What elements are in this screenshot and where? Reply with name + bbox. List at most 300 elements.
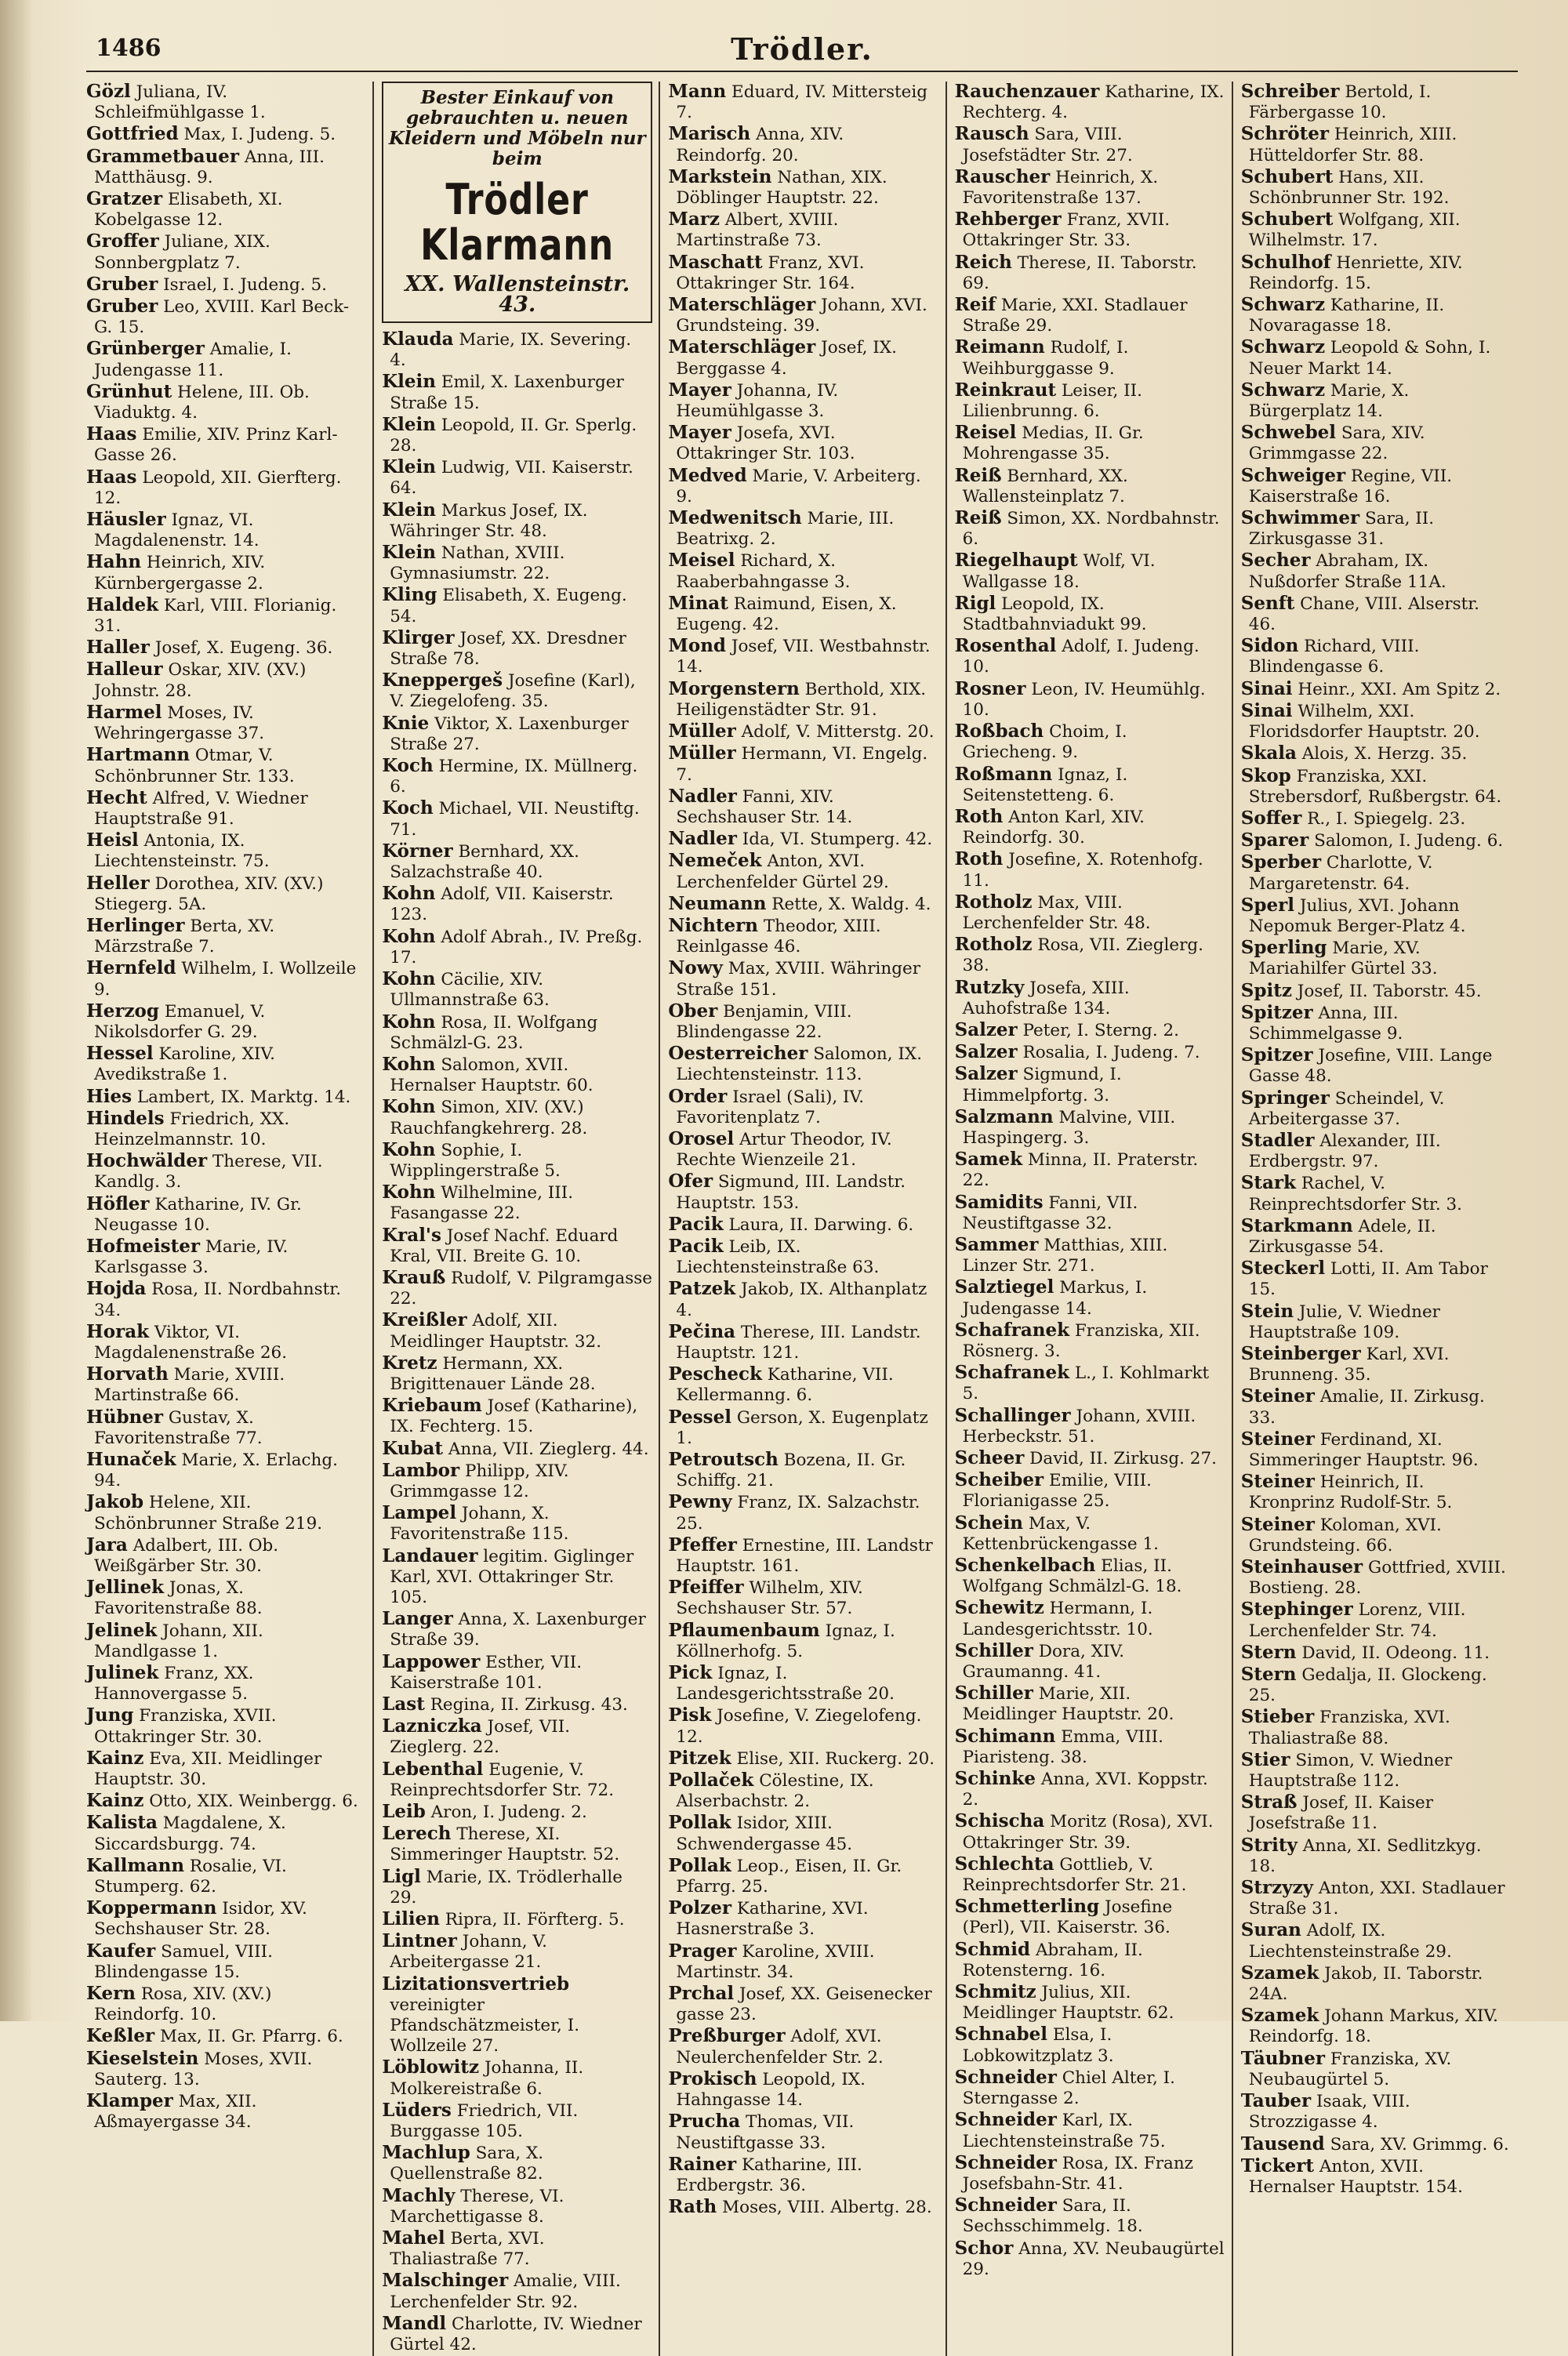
entry-name: Hindels: [86, 1107, 165, 1129]
directory-entry: [955, 1897, 1225, 1938]
entry-name: Marz: [668, 209, 720, 231]
directory-entry: [955, 1811, 1225, 1853]
entry-name: Knie: [382, 712, 430, 734]
entry-name: Schulhof: [1240, 251, 1331, 273]
entry-name: Jara: [86, 1534, 128, 1556]
entry-details: Cölestine, IX. Alserbachstr. 2.: [676, 1771, 874, 1812]
entry-details: Benjamin, VIII. Blindengasse 22.: [676, 1001, 852, 1042]
entry-name: Medwenitsch: [668, 507, 802, 529]
entry-name: Schafranek: [954, 1362, 1070, 1384]
entry-name: Jelinek: [86, 1619, 158, 1641]
entry-name: Heisl: [86, 830, 139, 851]
entry-name: Prchal: [668, 1983, 735, 2005]
directory-entry: [1241, 252, 1512, 294]
entry-name: Salztiegel: [954, 1276, 1054, 1298]
directory-entry: [86, 1407, 366, 1449]
directory-entry: [382, 670, 652, 712]
entry-details: Franz, XX. Hannovergasse 5.: [94, 1664, 254, 1704]
directory-entry: [668, 786, 938, 828]
directory-entry: [86, 339, 366, 380]
entry-details: Anna, X. Laxenburger Straße 39.: [390, 1610, 646, 1650]
directory-entry: [955, 550, 1225, 592]
entry-name: Steckerl: [1240, 1258, 1326, 1280]
entry-details: Anna, XV. Neubaugürtel 29.: [962, 2238, 1225, 2279]
entry-details: Gottfried, XVIII. Bostieng. 28.: [1248, 1558, 1506, 1599]
entry-details: Katharine, XVI. Hasnerstraße 3.: [676, 1899, 869, 1940]
entry-details: Cäcilie, XIV. Ullmannstraße 63.: [390, 970, 550, 1011]
entry-name: Spitz: [1240, 979, 1292, 1001]
entry-name: Schiller: [954, 1683, 1033, 1704]
entry-details: Max, XII. Aßmayergasse 34.: [94, 2092, 257, 2133]
entry-details: Leopold, II. Gr. Sperlg. 28.: [390, 415, 637, 456]
ad-address: XX. Wallensteinstr. 43.: [405, 272, 630, 317]
directory-entry: [955, 1149, 1225, 1191]
entry-details: Franziska, XVII. Ottakringer Str. 30.: [94, 1706, 277, 1747]
directory-entry: [668, 1941, 938, 1983]
directory-entry: [955, 807, 1225, 848]
entry-details: Katharine, IX. Rechterg. 4.: [962, 82, 1225, 123]
directory-entry: [1241, 636, 1512, 677]
entry-details: Katharine, III. Erdbergstr. 36.: [676, 2155, 862, 2195]
entry-details: Ida, VI. Stumperg. 42.: [742, 830, 933, 850]
entry-details: Sara, XIV. Grimmgasse 22.: [1248, 423, 1425, 464]
entry-name: Pisk: [668, 1704, 712, 1726]
directory-entry: [382, 1140, 652, 1182]
entry-details: Ferdinand, XI. Simmeringer Hauptstr. 96.: [1248, 1429, 1479, 1470]
entry-name: Stein: [1240, 1300, 1294, 1322]
entry-name: Skop: [1240, 764, 1291, 786]
entry-details: Marie, IX. Trödlerhalle 29.: [390, 1867, 622, 1908]
entry-name: Mahel: [382, 2227, 445, 2249]
directory-entry: [955, 935, 1225, 976]
entry-name: Roßmann: [954, 763, 1053, 785]
directory-entry: [86, 1044, 366, 1085]
entry-details: Hans, XII. Schönbrunner Str. 192.: [1248, 167, 1450, 209]
entry-details: Wilhelm, XIV. Sechshauser Str. 57.: [676, 1578, 863, 1619]
entry-name: Hojda: [86, 1278, 147, 1300]
directory-entry: [382, 969, 652, 1011]
directory-entry: [382, 1396, 652, 1437]
entry-name: Schmetterling: [954, 1896, 1100, 1918]
entry-name: Lazniczka: [382, 1715, 482, 1737]
directory-entry: [86, 1450, 366, 1491]
entry-name: Strity: [1240, 1834, 1298, 1856]
entry-name: Reiß: [954, 507, 1002, 529]
entry-details: Karoline, XVIII. Martinstr. 34.: [676, 1941, 875, 1982]
entry-name: Lilien: [382, 1908, 440, 1930]
entry-name: Mayer: [668, 379, 731, 401]
entry-details: Rette, X. Waldg. 4.: [771, 894, 931, 914]
entry-details: Max, I. Judeng. 5.: [183, 125, 336, 145]
entry-name: Prucha: [668, 2111, 741, 2133]
entry-name: Steiner: [1240, 1471, 1315, 1493]
entry-details: Simon, XX. Nordbahnstr. 6.: [962, 509, 1220, 550]
directory-entry: [382, 1461, 652, 1502]
entry-details: Israel, I. Judeng. 5.: [163, 274, 327, 295]
entry-details: Sara, VIII. Josefstädter Str. 27.: [962, 125, 1133, 165]
directory-entry: [382, 1225, 652, 1267]
klarmann-advertisement: [382, 82, 652, 323]
entry-details: Emanuel, V. Nikolsdorfer G. 29.: [94, 1001, 266, 1042]
directory-entry: [1241, 2156, 1512, 2198]
directory-entry: [955, 1363, 1225, 1404]
entry-details: Ripra, II. Förfterg. 5.: [445, 1910, 625, 1930]
entry-name: Grünberger: [86, 338, 205, 360]
entry-name: Hochwälder: [86, 1150, 208, 1172]
entry-details: Rudolf, V. Pilgramgasse 22.: [390, 1268, 653, 1309]
entry-name: Müller: [668, 721, 736, 742]
entry-details: Dora, XIV. Graumanng. 41.: [962, 1641, 1125, 1683]
entry-name: Rehberger: [954, 209, 1062, 231]
entry-name: Pollak: [668, 1812, 731, 1834]
entry-details: Julius, XII. Meidlinger Hauptstr. 62.: [962, 1983, 1174, 2024]
entry-name: Müller: [668, 742, 736, 764]
entry-name: Steinberger: [1240, 1342, 1361, 1364]
entry-details: Sophie, I. Wipplingerstraße 5.: [390, 1140, 561, 1181]
entry-name: Petroutsch: [668, 1449, 779, 1470]
entry-details: Choim, I. Griecheng. 9.: [962, 722, 1127, 763]
entry-details: Therese, II. Taborstr. 69.: [962, 252, 1197, 293]
entry-name: Kohn: [382, 1138, 436, 1160]
entry-details: Philipp, XIV. Grimmgasse 12.: [390, 1461, 569, 1501]
entry-details: Max, VIII. Lerchenfelder Str. 48.: [962, 892, 1151, 933]
entry-name: Haldek: [86, 594, 159, 615]
entry-name: Nowy: [668, 957, 723, 979]
entry-details: Ignaz, I. Köllnerhofg. 5.: [676, 1621, 895, 1661]
entry-details: Moritz (Rosa), XVI. Ottakringer Str. 39.: [962, 1812, 1214, 1853]
entry-details: Oskar, XIV. (XV.) Johnstr. 28.: [94, 660, 307, 701]
directory-entry: [668, 1001, 938, 1043]
directory-entry: [1241, 1750, 1512, 1792]
entry-details: Fanni, XIV. Sechshauser Str. 14.: [676, 786, 853, 827]
directory-entry: [382, 457, 652, 499]
directory-entry: [86, 1577, 366, 1619]
entry-details: Marie, IV. Karlsgasse 3.: [94, 1236, 289, 1278]
entry-details: Peter, I. Sterng. 2.: [1022, 1020, 1179, 1040]
entry-name: Reiß: [954, 464, 1002, 486]
directory-entry: [668, 1322, 938, 1363]
entry-details: Wilhelm, XXI. Floridsdorfer Hauptstr. 20.: [1248, 701, 1480, 742]
entry-name: Stadler: [1240, 1129, 1315, 1151]
entry-name: Halleur: [86, 659, 163, 681]
directory-entry: [1241, 1258, 1512, 1300]
entry-name: Schischa: [954, 1810, 1045, 1832]
entry-name: Skala: [1240, 742, 1297, 764]
entry-details: Charlotte, V. Margaretenstr. 64.: [1248, 853, 1433, 894]
directory-entry: [668, 1577, 938, 1619]
directory-entry: [382, 2271, 652, 2312]
entry-details: Chiel Alter, I. Sterngasse 2.: [962, 2067, 1175, 2109]
ad-shop-name: Trödler Klarmann: [420, 175, 615, 270]
directory-entry: [668, 2026, 938, 2067]
entry-details: Eduard, IV. Mittersteig 7.: [676, 82, 928, 123]
directory-entry: [668, 1813, 938, 1854]
entry-details: Leon, IV. Heumühlg. 10.: [962, 679, 1206, 720]
entry-name: Hies: [86, 1085, 132, 1107]
directory-entry: [1241, 1599, 1512, 1641]
entry-name: Rosenthal: [954, 635, 1057, 657]
entry-name: Schmitz: [954, 1981, 1036, 2003]
entry-name: Stieber: [1240, 1706, 1315, 1728]
entry-name: Reinkraut: [954, 379, 1057, 401]
directory-entry: [382, 1268, 652, 1309]
entry-details: Antonia, IX. Liechtensteinstr. 75.: [94, 831, 270, 872]
entry-name: Groffer: [86, 231, 159, 252]
entry-name: Ofer: [668, 1171, 713, 1193]
entry-name: Schmid: [954, 1938, 1031, 1960]
entry-details: Moses, VIII. Albertg. 28.: [722, 2198, 932, 2218]
directory-entry: [955, 679, 1225, 721]
entry-name: Pick: [668, 1662, 713, 1684]
entry-name: Klein: [382, 542, 437, 564]
directory-entry: [955, 1641, 1225, 1683]
entry-name: Hernfeld: [86, 957, 176, 979]
directory-entry: [1241, 981, 1512, 1002]
entry-details: Adolf, XVI. Neulerchenfelder Str. 2.: [676, 2027, 884, 2067]
directory-entry: [955, 1726, 1225, 1768]
directory-entry: [86, 124, 366, 145]
entry-details: Ignaz, VI. Magdalenenstr. 14.: [94, 510, 260, 551]
entry-details: Sigmund, I. Himmelpfortg. 3.: [962, 1065, 1122, 1105]
entry-name: Klein: [382, 413, 437, 435]
directory-entry: [955, 1107, 1225, 1149]
entry-details: Johanna, IV. Heumühlgasse 3.: [676, 380, 839, 422]
directory-entry: [1241, 2091, 1512, 2133]
directory-entry: [1241, 679, 1512, 700]
entry-details: Rosa, II. Nordbahnstr. 34.: [94, 1280, 342, 1320]
directory-entry: [955, 82, 1225, 123]
entry-name: Suran: [1240, 1919, 1301, 1941]
entry-name: Salzer: [954, 1041, 1018, 1063]
entry-details: Abraham, IX. Nußdorfer Straße 11A.: [1248, 551, 1446, 592]
entry-details: Marie, X. Bürgerplatz 14.: [1248, 380, 1410, 422]
directory-entry: [668, 423, 938, 464]
entry-name: Maschatt: [668, 251, 763, 273]
entry-name: Marisch: [668, 123, 751, 145]
directory-entry: [1241, 295, 1512, 336]
entry-name: Schröter: [1240, 123, 1329, 145]
entry-name: Lampel: [382, 1502, 457, 1524]
entry-name: Kling: [382, 584, 437, 606]
directory-entry: [86, 274, 366, 296]
directory-columns: [86, 81, 1518, 2355]
directory-entry: [1241, 1792, 1512, 1834]
directory-entry: [668, 380, 938, 422]
entry-details: Israel (Sali), IV. Favoritenplatz 7.: [676, 1087, 865, 1127]
entry-details: Raimund, Eisen, X. Eugeng. 42.: [676, 594, 897, 635]
entry-details: Amalie, I. Judengasse 11.: [94, 339, 292, 380]
entry-name: Tauber: [1240, 2090, 1312, 2112]
entry-details: Therese, III. Landstr. Hauptstr. 121.: [676, 1322, 921, 1363]
entry-details: Heinrich, XIII. Hütteldorfer Str. 88.: [1248, 125, 1457, 165]
entry-name: Hessel: [86, 1043, 154, 1065]
entry-name: Kubat: [382, 1437, 444, 1459]
entry-name: Hecht: [86, 786, 147, 808]
entry-details: Rachel, V. Reinprechtsdorfer Str. 3.: [1248, 1174, 1463, 1214]
entry-name: Meisel: [668, 550, 735, 572]
entry-details: Berthold, XIX. Heiligenstädter Str. 91.: [676, 679, 927, 720]
entry-name: Schubert: [1240, 165, 1334, 187]
entry-details: Julie, V. Wiedner Hauptstraße 109.: [1248, 1301, 1440, 1342]
directory-entry: [955, 1769, 1225, 1810]
directory-entry: [382, 1503, 652, 1545]
entry-details: Adele, II. Zirkusgasse 54.: [1248, 1216, 1436, 1257]
entry-details: Bertold, I. Färbergasse 10.: [1248, 82, 1432, 123]
entry-details: Wilhelm, I. Wollzeile 9.: [94, 959, 357, 1000]
entry-name: Täubner: [1240, 2047, 1326, 2069]
entry-name: Rotholz: [954, 934, 1033, 956]
entry-name: Tausend: [1240, 2133, 1325, 2155]
entry-name: Haller: [86, 637, 150, 659]
entry-name: Sperl: [1240, 894, 1294, 916]
entry-details: Lotti, II. Am Tabor 15.: [1248, 1259, 1488, 1300]
column-1: [86, 82, 372, 2356]
directory-entry: [1241, 466, 1512, 507]
entry-name: Malschinger: [382, 2270, 509, 2292]
entry-details: Jakob, II. Taborstr. 24A.: [1248, 1963, 1483, 2005]
directory-entry: [86, 467, 366, 509]
directory-entry: [955, 209, 1225, 251]
directory-entry: [668, 1705, 938, 1747]
directory-entry: [668, 916, 938, 957]
directory-entry: [382, 1824, 652, 1865]
entry-name: Landauer: [382, 1545, 478, 1566]
directory-entry: [955, 380, 1225, 422]
entry-details: Amalie, VIII. Lerchenfelder Str. 92.: [390, 2271, 621, 2312]
entry-details: Hermann, VI. Engelg. 7.: [676, 744, 928, 785]
entry-name: Herzog: [86, 1000, 159, 1022]
entry-details: Emma, VIII. Piaristeng. 38.: [962, 1726, 1163, 1767]
entry-name: Nadler: [668, 785, 737, 807]
entry-details: Minna, II. Praterstr. 22.: [962, 1150, 1199, 1191]
directory-entry: [86, 1322, 366, 1363]
directory-entry: [955, 1940, 1225, 1981]
entry-name: Patzek: [668, 1278, 736, 1300]
entry-name: Sparer: [1240, 830, 1309, 851]
entry-details: Juliane, XIX. Sonnbergplatz 7.: [94, 232, 270, 273]
entry-name: Schneider: [954, 2194, 1057, 2216]
entry-name: Rigl: [954, 592, 996, 614]
entry-details: Dorothea, XIV. (XV.) Stiegerg. 5A.: [94, 873, 324, 914]
directory-entry: [86, 2026, 366, 2047]
directory-entry: [668, 1450, 938, 1491]
entry-name: Stier: [1240, 1748, 1290, 1770]
entry-details: Marie, V. Arbeiterg. 9.: [676, 466, 921, 506]
directory-entry: [382, 1909, 652, 1930]
entry-name: Hartmann: [86, 744, 191, 766]
entry-name: Rainer: [668, 2153, 737, 2175]
entry-details: Marie, XVIII. Martinstraße 66.: [94, 1365, 285, 1406]
directory-entry: [668, 82, 938, 123]
directory-entry: [86, 702, 366, 744]
directory-entry: [955, 2238, 1225, 2280]
entry-details: Leib, IX. Liechtensteinstraße 63.: [676, 1236, 880, 1278]
directory-entry: [955, 167, 1225, 209]
entry-name: Orosel: [668, 1127, 735, 1149]
entry-details: Koloman, XVI. Grundsteing. 66.: [1248, 1515, 1442, 1556]
entry-details: Matthias, XIII. Linzer Str. 271.: [962, 1235, 1168, 1276]
entry-name: Senft: [1240, 592, 1295, 614]
entry-name: Prager: [668, 1940, 737, 1962]
column-5: [1232, 82, 1518, 2356]
entry-name: Sinai: [1240, 699, 1293, 721]
entry-name: Reich: [954, 251, 1012, 273]
entry-details: Salomon, IX. Liechtensteinstr. 113.: [676, 1044, 923, 1085]
entry-details: Medias, II. Gr. Mohrengasse 35.: [962, 423, 1144, 464]
directory-entry: [86, 745, 366, 786]
entry-name: Kohn: [382, 883, 436, 905]
entry-details: Marie, XV. Mariahilfer Gürtel 33.: [1248, 938, 1438, 979]
entry-details: Emil, X. Laxenburger Straße 15.: [390, 372, 624, 413]
entry-name: Kneppergeš: [382, 670, 503, 692]
entry-name: Rotholz: [954, 891, 1033, 913]
directory-entry: [668, 1087, 938, 1128]
entry-name: Schnabel: [954, 2024, 1048, 2046]
entry-name: Kohn: [382, 1096, 436, 1118]
entry-name: Koch: [382, 797, 434, 819]
directory-entry: [668, 594, 938, 635]
entry-details: Anna, VII. Zieglerg. 44.: [448, 1439, 649, 1459]
entry-details: Esther, VII. Kaiserstraße 101.: [390, 1652, 583, 1693]
entry-name: Schafranek: [954, 1319, 1070, 1341]
entry-details: R., I. Spiegelg. 23.: [1307, 808, 1466, 829]
entry-name: Sammer: [954, 1233, 1039, 1255]
entry-details: Lambert, IX. Marktg. 14.: [136, 1087, 351, 1107]
entry-details: Rosa, II. Wolfgang Schmälzl-G. 23.: [390, 1012, 598, 1053]
entry-details: Elise, XII. Ruckerg. 20.: [736, 1748, 935, 1769]
entry-name: Pewny: [668, 1491, 732, 1513]
entry-details: Johann, XVI. Grundsteing. 39.: [676, 296, 927, 336]
entry-name: Hofmeister: [86, 1235, 200, 1257]
entry-details: Abraham, II. Rotensterng. 16.: [962, 1940, 1143, 1980]
entry-name: Schweiger: [1240, 464, 1346, 486]
entry-details: Henriette, XIV. Reindorfg. 15.: [1248, 252, 1463, 293]
entry-details: Emilie, XIV. Prinz Karl-Gasse 26.: [94, 425, 338, 466]
entry-name: Klirger: [382, 626, 455, 648]
entry-details: Max, V. Kettenbrückengasse 1.: [962, 1513, 1159, 1554]
directory-entry: [1241, 2006, 1512, 2047]
directory-entry: [1241, 1664, 1512, 1706]
entry-details: Aron, I. Judeng. 2.: [430, 1802, 587, 1823]
directory-entry: [955, 892, 1225, 934]
entry-details: Marie, III. Beatrixg. 2.: [676, 509, 895, 550]
entry-details: Theodor, XIII. Reinlgasse 46.: [676, 916, 881, 957]
directory-entry: [955, 978, 1225, 1019]
directory-entry: [668, 829, 938, 850]
entry-name: Kieselstein: [86, 2047, 199, 2069]
directory-entry: [86, 1001, 366, 1043]
entry-details: Eugenie, V. Reinprechtsdorfer Str. 72.: [390, 1759, 615, 1800]
entry-details: Karoline, XIV. Avedikstraße 1.: [94, 1044, 275, 1085]
directory-entry: [955, 1320, 1225, 1362]
directory-entry: [1241, 1429, 1512, 1471]
entry-details: Anton, XXI. Stadlauer Straße 31.: [1248, 1879, 1505, 1919]
directory-entry: [668, 679, 938, 721]
directory-entry: [1241, 808, 1512, 830]
directory-entry: [86, 1535, 366, 1577]
entry-details: Katharine, II. Novaragasse 18.: [1248, 296, 1445, 336]
entry-name: Schneider: [954, 2151, 1057, 2173]
entry-details: Josef (Katharine), IX. Fechterg. 15.: [390, 1396, 638, 1437]
entry-name: Lappower: [382, 1650, 481, 1672]
entry-details: Simon, V. Wiedner Hauptstraße 112.: [1248, 1750, 1453, 1792]
directory-entry: [382, 1609, 652, 1650]
entry-name: Koch: [382, 755, 434, 777]
entry-name: Schneider: [954, 2066, 1057, 2088]
directory-entry: [955, 1406, 1225, 1447]
entry-details: Jakob, IX. Althanplatz 4.: [676, 1280, 927, 1320]
entry-details: L., I. Kohlmarkt 5.: [962, 1363, 1210, 1404]
